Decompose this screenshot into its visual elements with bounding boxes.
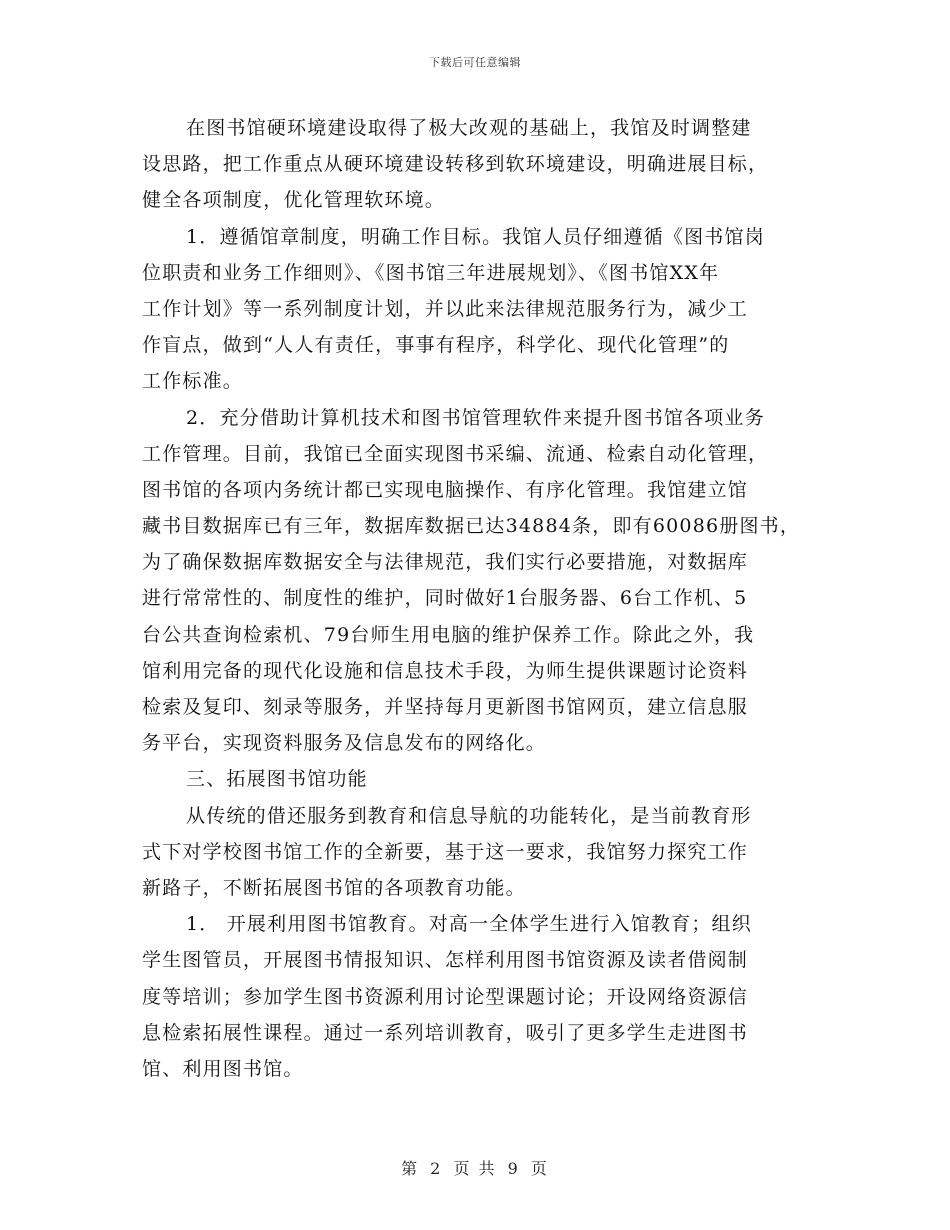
text-line: 1．遵循馆章制度，明确工作目标。我馆人员仔细遵循《图书馆岗: [186, 225, 765, 248]
footer-suffix: 页: [530, 1159, 549, 1178]
text-line: 检索及复印、刻录等服务，并坚持每月更新图书馆网页，建立信息服: [142, 696, 749, 718]
text-line: 藏书目数据库已有三年，数据库数据已达34884条，即有60086册图书，: [142, 515, 801, 538]
text-line: 馆利用完备的现代化设施和信息技术手段，为师生提供课题讨论资料: [142, 659, 749, 682]
text-line: 务平台，实现资料服务及信息发布的网络化。: [142, 732, 547, 755]
text-line: 进行常常性的、制度性的维护，同时做好1台服务器、6台工作机、5: [142, 587, 748, 610]
text-line: 台公共查询检索机、79台师生用电脑的维护保养工作。除此之外，我: [142, 623, 755, 646]
text-line: 图书馆的各项内务统计都已实现电脑操作、有序化管理。我馆建立馆: [142, 478, 749, 501]
text-line: 息检索拓展性课程。通过一系列培训教育，吸引了更多学生走进图书: [142, 1021, 749, 1044]
footer-middle: 页 共: [453, 1159, 497, 1178]
text-line: 馆、利用图书馆。: [142, 1057, 304, 1080]
text-line: 设思路，把工作重点从硬环境建设转移到软环境建设，明确进展目标，: [142, 153, 769, 176]
text-line: 三、拓展图书馆功能: [186, 768, 368, 791]
footer-prefix: 第: [401, 1159, 420, 1178]
page-footer: [0, 1156, 950, 1179]
text-line: 2．充分借助计算机技术和图书馆管理软件来提升图书馆各项业务: [186, 406, 765, 429]
text-line: 在图书馆硬环境建设取得了极大改观的基础上，我馆及时调整建: [186, 117, 752, 139]
page-header: 下载后可任意编辑: [429, 56, 521, 69]
text-line: 1． 开展利用图书馆教育。对高一全体学生进行入馆教育；组织: [186, 913, 752, 936]
text-line: 工作管理。目前，我馆已全面实现图书采编、流通、检索自动化管理，: [142, 442, 769, 465]
text-line: 为了确保数据库数据安全与法律规范，我们实行必要措施，对数据库: [142, 551, 749, 574]
text-line: 从传统的借还服务到教育和信息导航的功能转化，是当前教育形: [186, 804, 752, 827]
text-line: 学生图管员，开展图书情报知识、怎样利用图书馆资源及读者借阅制: [142, 949, 749, 972]
text-line: 作盲点，做到“人人有责任，事事有程序，科学化、现代化管理”的: [142, 334, 730, 357]
text-line: 工作标准。: [142, 370, 244, 393]
text-line: 度等培训；参加学生图书资源利用讨论型课题讨论；开设网络资源信: [142, 985, 749, 1008]
footer-current-page: 2: [430, 1159, 443, 1178]
document-body: [142, 110, 822, 1087]
text-line: 健全各项制度，优化管理软环境。: [142, 189, 446, 212]
text-line: 位职责和业务工作细则》、《图书馆三年进展规划》、《图书馆XX年: [142, 261, 720, 284]
text-line: 工作计划》等一系列制度计划，并以此来法律规范服务行为，减少工: [142, 297, 749, 320]
text-line: 新路子，不断拓展图书馆的各项教育功能。: [142, 876, 526, 899]
footer-total-pages: 9: [507, 1159, 520, 1178]
text-line: 式下对学校图书馆工作的全新要，基于这一要求，我馆努力探究工作: [142, 840, 749, 863]
